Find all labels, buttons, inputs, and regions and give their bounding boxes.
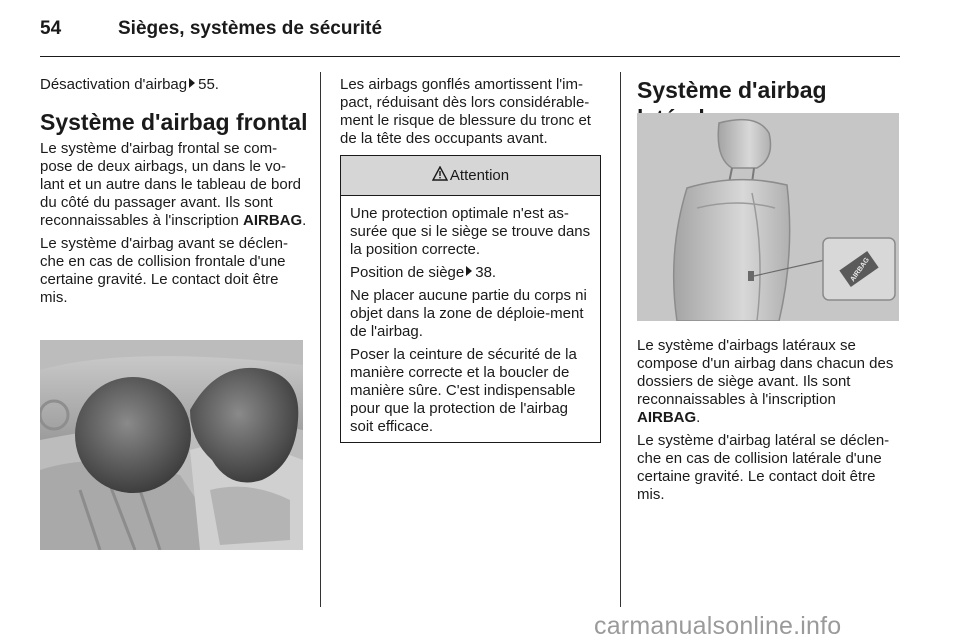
column-2 bbox=[340, 76, 602, 153]
paragraph-impact: Les airbags gonflés amortissent l'im-pact, réduisant dès lors considérable-ment le risque de blessure du tronc et de la tête des occupants avant. bbox=[340, 76, 591, 147]
warning-box bbox=[340, 155, 601, 443]
page-number: 54 bbox=[40, 18, 62, 39]
watermark: carmanualsonline.info bbox=[594, 612, 842, 640]
warning-paragraph-4: Poser la ceinture de sécurité de la manière correcte et la boucler de manière sûre. C'est indispensable pour que la protection de l'airbag soit efficace. bbox=[350, 346, 577, 435]
warning-paragraph-1: Une protection optimale n'est as-surée que si le siège se trouve dans la position correcte. bbox=[350, 205, 591, 258]
warning-triangle-icon bbox=[432, 166, 448, 185]
paragraph-side-1: Le système d'airbags latéraux se compose d'un airbag dans chacun des dossiers de siège avant. Ils sont reconnaissables à l'inscription AIRBAG. bbox=[637, 337, 894, 426]
page-header bbox=[40, 18, 382, 48]
column-divider-right bbox=[620, 72, 621, 607]
column-3-body bbox=[637, 337, 902, 509]
section-heading-side: Système d'airbag bbox=[637, 77, 827, 103]
page-ref-link-38[interactable]: 38. bbox=[475, 264, 497, 281]
header-divider bbox=[40, 56, 900, 57]
column-divider-left bbox=[320, 72, 321, 607]
side-airbag-seat-illustration bbox=[637, 113, 899, 321]
warning-paragraph-2: Position de siège 38. bbox=[350, 264, 497, 281]
airbag-tag-text: AIRBAG bbox=[849, 256, 872, 284]
page-ref-link-55[interactable]: 55. bbox=[198, 76, 219, 93]
warning-header bbox=[341, 156, 600, 196]
paragraph-frontal-2: Le système d'airbag avant se déclen-che en cas de collision frontale d'une certaine gravité. Le contact doit être mis. bbox=[40, 235, 289, 306]
warning-title: Attention bbox=[449, 167, 510, 184]
column-1 bbox=[40, 76, 308, 312]
page-ref-arrow-icon bbox=[466, 266, 472, 276]
paragraph-frontal-1: Le système d'airbag frontal se com-pose de deux airbags, un dans le vo-lant et un autre dans le tableau de bord du côté du passager avant. Ils sont reconnaissables à l'inscription AIRBAG. bbox=[40, 140, 307, 229]
page-title: Sièges, systèmes de sécurité bbox=[118, 18, 383, 39]
warning-paragraph-3: Ne placer aucune partie du corps ni objet dans la zone de déploie-ment de l'airbag. bbox=[350, 287, 587, 340]
warning-body bbox=[341, 196, 600, 436]
airbag-label: AIRBAG bbox=[242, 212, 303, 229]
section-heading-frontal: Système d'airbag frontal bbox=[40, 109, 308, 135]
cross-reference: Désactivation d'airbag 55. bbox=[40, 76, 219, 93]
airbag-label-side: AIRBAG bbox=[637, 409, 697, 426]
front-airbag-illustration bbox=[40, 340, 303, 550]
page-ref-arrow-icon bbox=[189, 78, 195, 88]
paragraph-side-2: Le système d'airbag latéral se déclen-che en cas de collision latérale d'une certaine gravité. Le contact doit être mis. bbox=[637, 432, 890, 503]
